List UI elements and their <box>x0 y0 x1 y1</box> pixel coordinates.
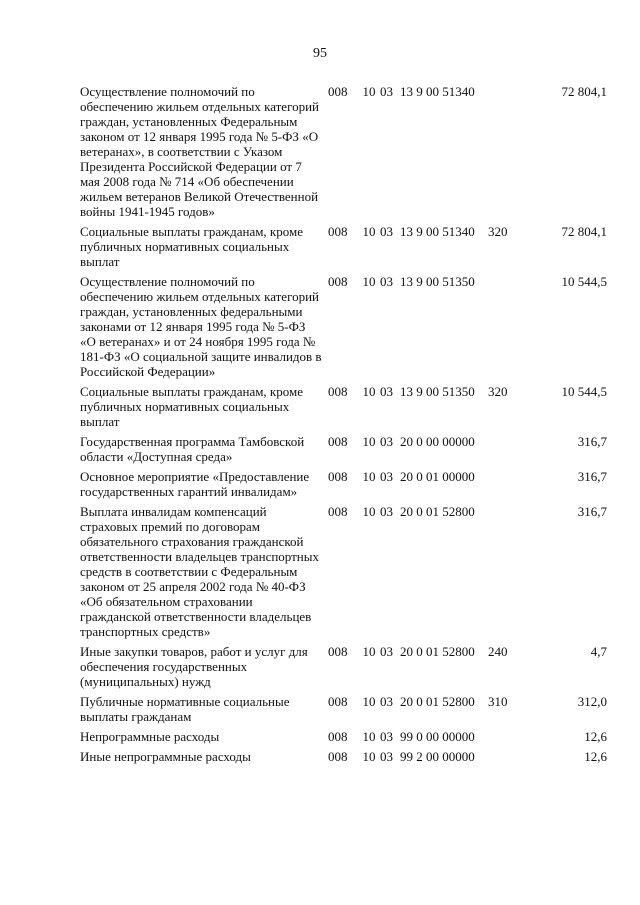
row-name <box>80 434 328 469</box>
row-target-code: 20 0 01 52800 <box>400 504 475 519</box>
row-name <box>80 84 328 224</box>
row-expense-type-code <box>488 504 523 644</box>
row-amount: 12,6 <box>584 749 607 764</box>
table-row <box>80 84 607 224</box>
row-name-text: Выплата инвалидам компенсаций страховых премий по договорам обязательного страхования гражданской ответственности владельцев транспортных средств в соответствии с Федеральным законом от 25 апреля 2002 года № 40-ФЗ «Об обязательном страховании гражданской ответственности владельцев транспортных средств» <box>80 504 319 639</box>
table-row <box>80 274 607 384</box>
row-ministry-code: 008 <box>328 729 348 744</box>
row-ministry-code: 008 <box>328 694 348 709</box>
row-name-text: Осуществление полномочий по обеспечению жильем отдельных категорий граждан, установленных Федеральным законом от 12 января 1995 года № 5-ФЗ «О ветеранах», в соответствии с Указом Президента Российской Федерации от 7 мая 2008 года № 714 «Об обеспечении жильем ветеранов Великой Отечественной войны 1941-1945 годов» <box>80 84 320 219</box>
row-name <box>80 469 328 504</box>
row-target-code: 20 0 01 00000 <box>400 469 475 484</box>
row-section-code: 10 <box>362 384 376 399</box>
row-name-text: Основное мероприятие «Предоставление государственных гарантий инвалидам» <box>80 469 310 499</box>
row-subsection-code: 03 <box>380 274 393 289</box>
row-name <box>80 274 328 384</box>
row-name <box>80 224 328 274</box>
row-amount: 316,7 <box>577 504 607 519</box>
row-ministry-code: 008 <box>328 224 348 239</box>
row-section-code: 10 <box>362 84 376 99</box>
row-expense-type-code: 320 <box>488 384 508 399</box>
row-amount: 316,7 <box>577 469 607 484</box>
row-section-code: 10 <box>362 749 376 764</box>
row-amount: 316,7 <box>577 434 607 449</box>
row-amount: 10 544,5 <box>561 274 607 289</box>
row-subsection-code: 03 <box>380 729 393 744</box>
row-amount: 10 544,5 <box>561 384 607 399</box>
row-section-code: 10 <box>362 434 376 449</box>
row-expense-type-code: 310 <box>488 694 508 709</box>
row-name <box>80 384 328 434</box>
row-ministry-code: 008 <box>328 644 348 659</box>
row-subsection-code: 03 <box>380 469 393 484</box>
row-name-text: Социальные выплаты гражданам, кроме публичных нормативных социальных выплат <box>80 224 303 269</box>
row-section-code: 10 <box>362 469 376 484</box>
table-row <box>80 469 607 504</box>
row-name <box>80 694 328 729</box>
row-section-code: 10 <box>362 694 376 709</box>
row-amount: 72 804,1 <box>561 84 607 99</box>
row-subsection-code: 03 <box>380 84 393 99</box>
row-expense-type-code: 320 <box>488 224 508 239</box>
row-subsection-code: 03 <box>380 694 393 709</box>
row-subsection-code: 03 <box>380 749 393 764</box>
row-subsection-code: 03 <box>380 384 393 399</box>
row-amount: 4,7 <box>590 644 607 659</box>
row-name-text: Государственная программа Тамбовской области «Доступная среда» <box>80 434 305 464</box>
row-section-code: 10 <box>362 644 376 659</box>
row-amount: 12,6 <box>584 729 607 744</box>
row-section-code: 10 <box>362 274 376 289</box>
budget-table-body <box>80 84 607 769</box>
row-name <box>80 504 328 644</box>
row-target-code: 20 0 01 52800 <box>400 694 475 709</box>
row-expense-type-code <box>488 729 523 749</box>
table-row <box>80 749 607 769</box>
row-name-text: Осуществление полномочий по обеспечению жильем отдельных категорий граждан, установленных федеральными законами от 12 января 1995 года № 5-ФЗ «О ветеранах» и от 24 ноября 1995 года № 181-ФЗ «О социальной защите инвалидов в Российской Федерации» <box>80 274 322 379</box>
row-subsection-code: 03 <box>380 224 393 239</box>
row-ministry-code: 008 <box>328 274 348 289</box>
table-row <box>80 434 607 469</box>
table-row <box>80 504 607 644</box>
page-number: 95 <box>313 46 327 61</box>
row-name-text: Публичные нормативные социальные выплаты гражданам <box>80 694 290 724</box>
table-row <box>80 384 607 434</box>
row-name-text: Непрограммные расходы <box>80 729 220 744</box>
row-name-text: Иные непрограммные расходы <box>80 749 251 764</box>
row-expense-type-code <box>488 434 523 469</box>
row-target-code: 13 9 00 51340 <box>400 84 475 99</box>
row-target-code: 99 2 00 00000 <box>400 749 475 764</box>
table-row <box>80 694 607 729</box>
row-target-code: 13 9 00 51350 <box>400 384 475 399</box>
table-row <box>80 224 607 274</box>
row-target-code: 13 9 00 51340 <box>400 224 475 239</box>
row-name <box>80 749 328 769</box>
row-amount: 312,0 <box>577 694 607 709</box>
row-name-text: Иные закупки товаров, работ и услуг для обеспечения государственных (муниципальных) нужд <box>80 644 308 689</box>
row-name <box>80 644 328 694</box>
row-subsection-code: 03 <box>380 434 393 449</box>
row-section-code: 10 <box>362 224 376 239</box>
row-ministry-code: 008 <box>328 504 348 519</box>
row-amount: 72 804,1 <box>561 224 607 239</box>
row-target-code: 20 0 01 52800 <box>400 644 475 659</box>
row-target-code: 99 0 00 00000 <box>400 729 475 744</box>
row-ministry-code: 008 <box>328 384 348 399</box>
row-ministry-code: 008 <box>328 749 348 764</box>
row-name-text: Социальные выплаты гражданам, кроме публичных нормативных социальных выплат <box>80 384 303 429</box>
row-subsection-code: 03 <box>380 504 393 519</box>
table-row <box>80 644 607 694</box>
table-row <box>80 729 607 749</box>
row-expense-type-code <box>488 274 523 384</box>
row-target-code: 13 9 00 51350 <box>400 274 475 289</box>
row-expense-type-code <box>488 469 523 504</box>
row-expense-type-code: 240 <box>488 644 508 659</box>
row-expense-type-code <box>488 84 523 224</box>
row-section-code: 10 <box>362 504 376 519</box>
budget-table <box>80 84 607 769</box>
row-subsection-code: 03 <box>380 644 393 659</box>
row-ministry-code: 008 <box>328 434 348 449</box>
row-ministry-code: 008 <box>328 84 348 99</box>
row-section-code: 10 <box>362 729 376 744</box>
row-expense-type-code <box>488 749 523 769</box>
row-name <box>80 729 328 749</box>
row-target-code: 20 0 00 00000 <box>400 434 475 449</box>
row-ministry-code: 008 <box>328 469 348 484</box>
